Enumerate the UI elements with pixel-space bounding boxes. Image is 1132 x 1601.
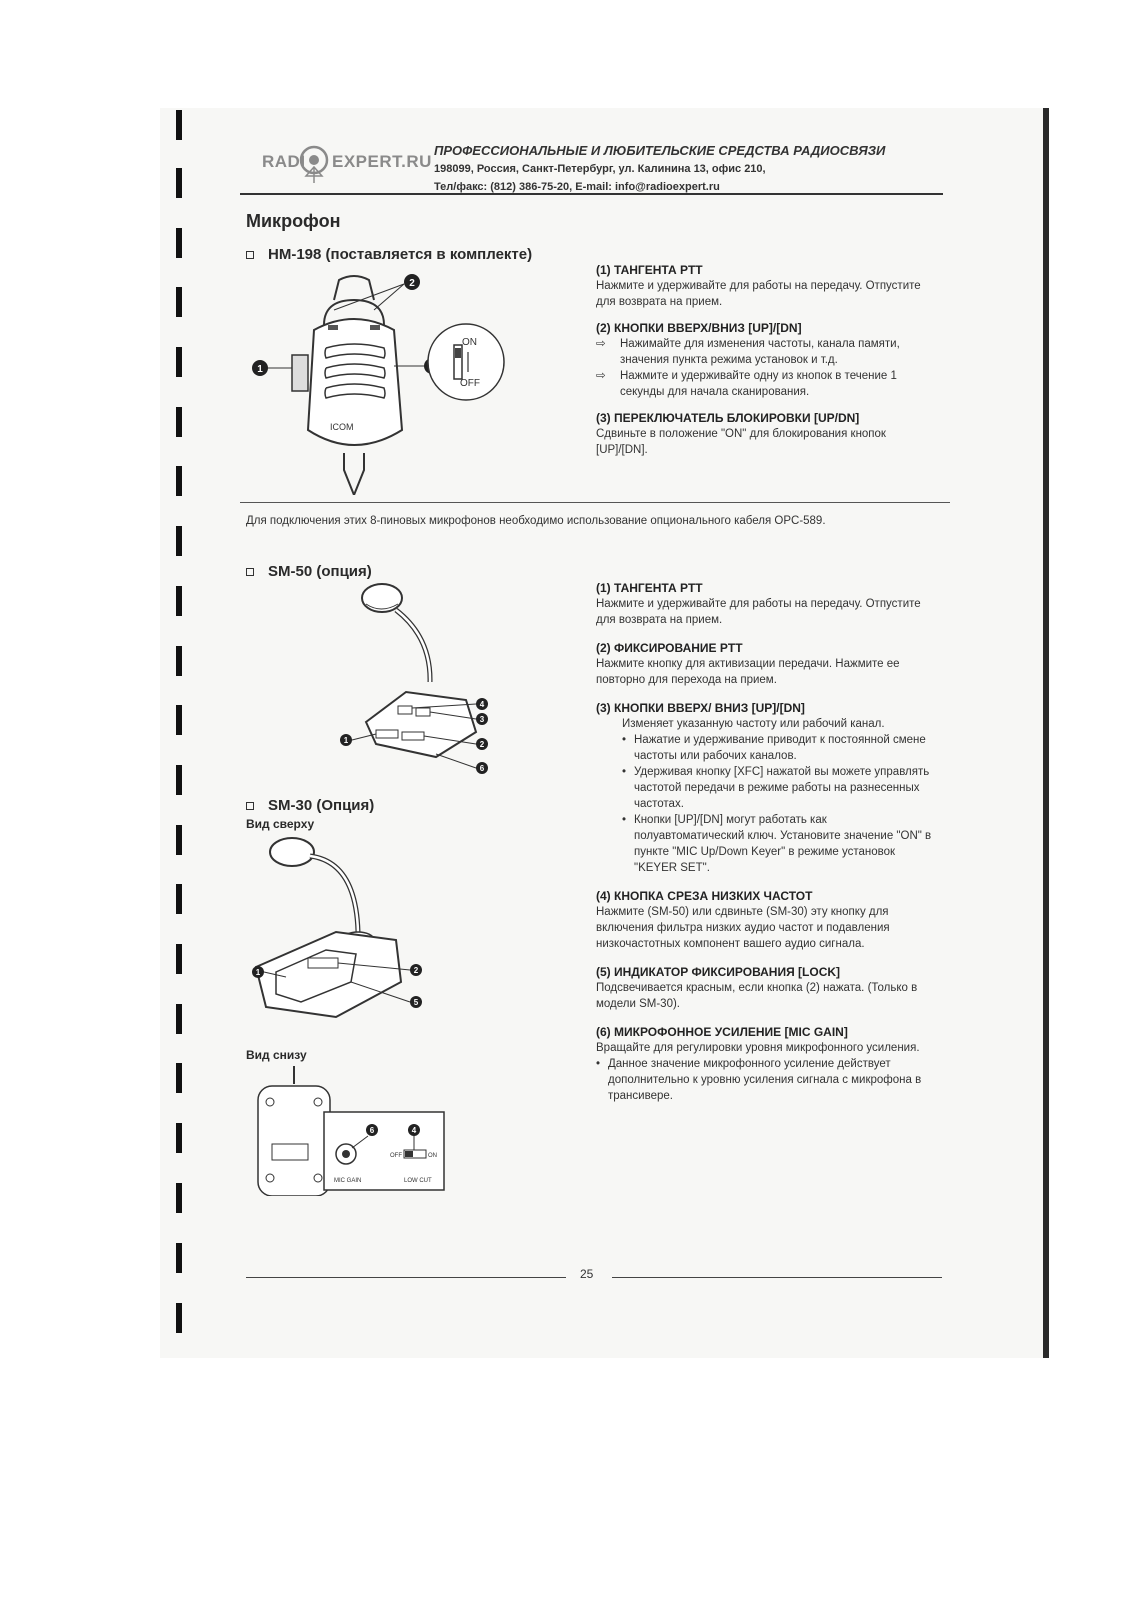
callout-6-sm30-label: 6: [369, 1126, 375, 1135]
callout-1-sm50-label: 1: [343, 736, 349, 745]
logo-text-right: EXPERT.RU: [332, 152, 432, 171]
header-divider: [240, 193, 943, 195]
hm198-switch-on: ON: [462, 337, 477, 348]
sm50-heading-text: SM-50 (опция): [268, 563, 372, 580]
square-bullet-icon: [246, 802, 254, 810]
callout-1-sm30-label: 1: [255, 968, 261, 977]
footer-line-right: [612, 1277, 942, 1278]
hm198-heading: [246, 246, 532, 263]
sm30-off-label: OFF: [390, 1153, 402, 1159]
sm-item3-title: (3) КНОПКИ ВВЕРХ/ ВНИЗ [UP]/[DN]: [596, 701, 805, 715]
hm198-item3-text: Сдвиньте в положение "ON" для блокирования кнопок [UP]/[DN].: [596, 428, 886, 456]
radio-logo-icon: [296, 140, 332, 186]
hm198-brand-label: ICOM: [330, 422, 354, 432]
sm50-heading: [246, 563, 372, 580]
hm198-item2-b: ⇨ Нажмите и удерживайте одну из кнопок в течение 1 секунды для начала сканирования.: [596, 368, 936, 400]
hm198-item1-title: (1) ТАНГЕНТА PTT: [596, 263, 703, 277]
sm-item2-text: Нажмите кнопку для активизации передачи. Нажмите ее повторно для перехода на прием.: [596, 658, 900, 686]
sm-item3-bullet-1: • Нажатие и удерживание приводит к постоянной смене частоты или рабочих каналов.: [622, 732, 936, 764]
sm-descriptions: [596, 580, 936, 1104]
sm-item1-text: Нажмите и удерживайте для работы на передачу. Отпустите для возврата на прием.: [596, 598, 921, 626]
page-edge-shadow: [1043, 108, 1049, 1358]
callout-1-hm198-label: 1: [257, 364, 263, 375]
sm-item3-bullet-3: • Кнопки [UP]/[DN] могут работать как полуавтоматический ключ. Установите значение "ON" в пункте "MIC Up/Down Keyer" в режиме установок "KEYER SET".: [622, 812, 936, 876]
hm198-diagram: [244, 270, 514, 495]
page-number: 25: [580, 1267, 594, 1281]
logo-text-left: RADI: [262, 152, 306, 171]
header-title: ПРОФЕССИОНАЛЬНЫЕ И ЛЮБИТЕЛЬСКИЕ СРЕДСТВА РАДИОСВЯЗИ: [434, 143, 886, 158]
sm-item6-bullet-1: • Данное значение микрофонного усиление действует дополнительно к уровню усиления сигнала с микрофона в трансивере.: [596, 1056, 936, 1104]
sm-item1-title: (1) ТАНГЕНТА PTT: [596, 581, 703, 595]
sm-item4-text: Нажмите (SM-50) или сдвиньте (SM-30) эту кнопку для включения фильтра низких аудио частот и подавления низкочастотных компонент вашего аудио сигнала.: [596, 906, 890, 950]
header-contacts: Тел/факс: (812) 386-75-20, E-mail: info@radioexpert.ru: [434, 181, 720, 193]
sm-item6-text: Вращайте для регулировки уровня микрофонного усиления.: [596, 1042, 920, 1054]
sm50-diagram: [336, 582, 496, 782]
sm30-heading: [246, 797, 374, 814]
sm30-low-cut-label: LOW CUT: [404, 1178, 432, 1184]
callout-2-sm50-label: 2: [479, 740, 485, 749]
cable-note: Для подключения этих 8-пиновых микрофонов необходимо использование опционального кабеля OPC-589.: [246, 515, 826, 527]
sm30-bottom-diagram: [254, 1066, 454, 1196]
callout-4-sm50-label: 4: [479, 700, 485, 709]
sm-item4-title: (4) КНОПКА СРЕЗА НИЗКИХ ЧАСТОТ: [596, 889, 813, 903]
sm30-top-diagram: [246, 832, 436, 1032]
hm198-item3-title: (3) ПЕРЕКЛЮЧАТЕЛЬ БЛОКИРОВКИ [UP/DN]: [596, 411, 860, 425]
hm198-item1-text: Нажмите и удерживайте для работы на передачу. Отпустите для возврата на прием.: [596, 280, 921, 308]
sm-item6-title: (6) МИКРОФОННОЕ УСИЛЕНИЕ [MIC GAIN]: [596, 1025, 848, 1039]
square-bullet-icon: [246, 251, 254, 259]
callout-4-sm30-label: 4: [411, 1126, 417, 1135]
hm198-item2-a: ⇨ Нажимайте для изменения частоты, канала памяти, значения пункта режима установок и т.д.: [596, 336, 936, 368]
sm-item5-text: Подсвечивается красным, если кнопка (2) нажата. (Только в модели SM-30).: [596, 982, 918, 1010]
sm-item3-bullet-2: • Удерживая кнопку [XFC] нажатой вы можете управлять частотой передачи в режиме работы на разнесенных частотах.: [622, 764, 936, 812]
hm198-descriptions: [596, 262, 936, 458]
footer-line-left: [246, 1277, 566, 1278]
sm-item3-text: Изменяет указанную частоту или рабочий канал.: [622, 718, 885, 730]
sm30-on-label: ON: [428, 1153, 437, 1159]
callout-2-hm198-label: 2: [409, 278, 415, 289]
sm30-top-view-label: Вид сверху: [246, 817, 315, 831]
callout-2-sm30-label: 2: [413, 966, 419, 975]
square-bullet-icon: [246, 568, 254, 576]
section-divider: [240, 502, 950, 503]
page-title: Микрофон: [246, 211, 341, 231]
hm198-switch-off: OFF: [460, 378, 480, 389]
sm-item5-title: (5) ИНДИКАТОР ФИКСИРОВАНИЯ [LOCK]: [596, 965, 841, 979]
callout-3-sm50-label: 3: [479, 715, 485, 724]
header-address: 198099, Россия, Санкт-Петербург, ул. Калинина 13, офис 210,: [434, 163, 766, 175]
hm198-item2-title: (2) КНОПКИ ВВЕРХ/ВНИЗ [UP]/[DN]: [596, 321, 802, 335]
sm-item2-title: (2) ФИКСИРОВАНИЕ PTT: [596, 641, 743, 655]
sm30-heading-text: SM-30 (Опция): [268, 797, 375, 814]
callout-5-sm30-label: 5: [413, 998, 419, 1007]
hm198-heading-text: HM-198 (поставляется в комплекте): [268, 246, 533, 263]
sm30-mic-gain-label: MIC GAIN: [334, 1178, 362, 1184]
callout-6-sm50-label: 6: [479, 764, 485, 773]
sm30-bottom-view-label: Вид снизу: [246, 1048, 307, 1062]
